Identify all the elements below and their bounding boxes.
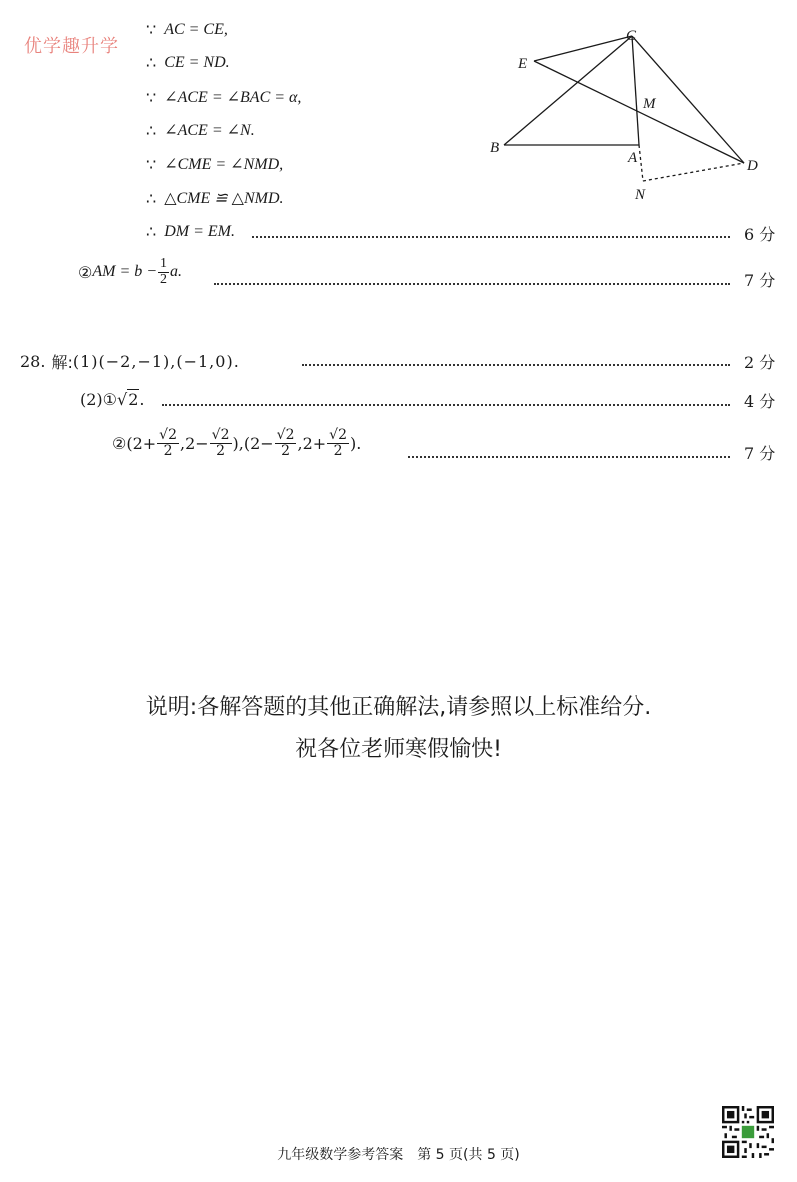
- proof-line-7: [146, 222, 235, 241]
- coord-close-1: ),: [232, 433, 244, 453]
- proof-text: △CME ≌ △NMD.: [164, 190, 284, 207]
- part2-formula: [78, 257, 182, 287]
- solution-label: 解:: [51, 353, 73, 372]
- dot-leader: [302, 364, 730, 366]
- coord-close-2: ).: [349, 433, 362, 453]
- score-7: 7 分: [744, 271, 776, 290]
- problem-number: 28.: [20, 352, 46, 371]
- proof-line-6: [146, 188, 284, 208]
- problem-28-line-1: [20, 350, 240, 373]
- part2-label: (2)①: [80, 389, 118, 409]
- coord-sep-2: ,2+: [297, 433, 327, 453]
- proof-text: AC = CE,: [164, 20, 228, 38]
- formula-tail: a.: [170, 263, 183, 281]
- sqrt-expression: √2: [117, 390, 139, 409]
- dot-leader: [252, 236, 730, 238]
- because-symbol: ∵: [146, 87, 157, 107]
- score-7: 7 分: [744, 444, 776, 463]
- segment-nd-dashed: [643, 163, 744, 181]
- therefore-symbol: ∴: [146, 53, 157, 72]
- grading-note: 说明:各解答题的其他正确解法,请参照以上标准给分.: [145, 695, 652, 720]
- part1-answer: (1)(−2,−1),(−1,0).: [72, 352, 240, 371]
- therefore-symbol: ∴: [146, 120, 157, 140]
- dot-leader: [408, 456, 730, 458]
- proof-text: ∠ACE = ∠N.: [164, 122, 255, 139]
- page-footer: 九年级数学参考答案 第 5 页(共 5 页): [277, 1147, 520, 1163]
- score-6: 6 分: [744, 225, 776, 244]
- fraction-sqrt2-over-2: $\frac{√2}{2}$: [276, 427, 295, 459]
- fraction-sqrt2-over-2: $\frac{√2}{2}$: [329, 427, 347, 459]
- problem-28-line-3: [112, 428, 361, 458]
- segment-ca: [632, 36, 639, 145]
- geometry-figure: [486, 22, 762, 204]
- problem-28-line-2: [80, 389, 145, 409]
- circled-2: ②: [112, 433, 127, 453]
- therefore-symbol: ∴: [146, 222, 157, 241]
- label-e: E: [518, 56, 528, 72]
- therefore-symbol: ∴: [146, 188, 157, 208]
- proof-line-2: [146, 53, 230, 72]
- score-4: 4 分: [744, 392, 776, 411]
- qr-code-icon: [722, 1106, 774, 1158]
- segment-an-dashed: [639, 145, 643, 181]
- dot-leader: [162, 404, 730, 406]
- coord-sep-1: ,2−: [180, 433, 209, 453]
- proof-text: ∠CME = ∠NMD,: [164, 156, 284, 173]
- formula-lhs: AM = b −: [92, 263, 158, 281]
- dot-leader: [214, 283, 730, 285]
- coord-open-2: (2−: [243, 433, 274, 453]
- fraction-sqrt2-over-2: $\frac{√2}{2}$: [211, 427, 230, 459]
- proof-line-1: [146, 20, 228, 39]
- score-2: 2 分: [744, 353, 776, 372]
- label-n: N: [635, 187, 646, 203]
- label-a: A: [628, 150, 638, 166]
- label-d: D: [747, 158, 758, 174]
- label-c: C: [626, 28, 637, 44]
- proof-line-4: [146, 120, 255, 140]
- proof-text: DM = EM.: [164, 222, 235, 240]
- holiday-greeting: 祝各位老师寒假愉快!: [295, 737, 502, 762]
- label-m: M: [643, 96, 656, 112]
- proof-line-5: [146, 154, 283, 174]
- proof-text: ∠ACE = ∠BAC = α,: [164, 89, 302, 106]
- because-symbol: ∵: [146, 154, 157, 174]
- proof-line-3: [146, 87, 301, 107]
- watermark: 优学趣升学: [24, 36, 119, 57]
- fraction-one-half: $\frac{1}{2}$: [160, 256, 168, 287]
- because-symbol: ∵: [146, 20, 157, 39]
- circled-2: ②: [78, 262, 93, 282]
- fraction-sqrt2-over-2: $\frac{√2}{2}$: [159, 427, 177, 459]
- coord-open-1: (2+: [126, 433, 157, 453]
- proof-text: CE = ND.: [164, 53, 230, 71]
- label-b: B: [490, 140, 500, 156]
- period: .: [139, 389, 145, 409]
